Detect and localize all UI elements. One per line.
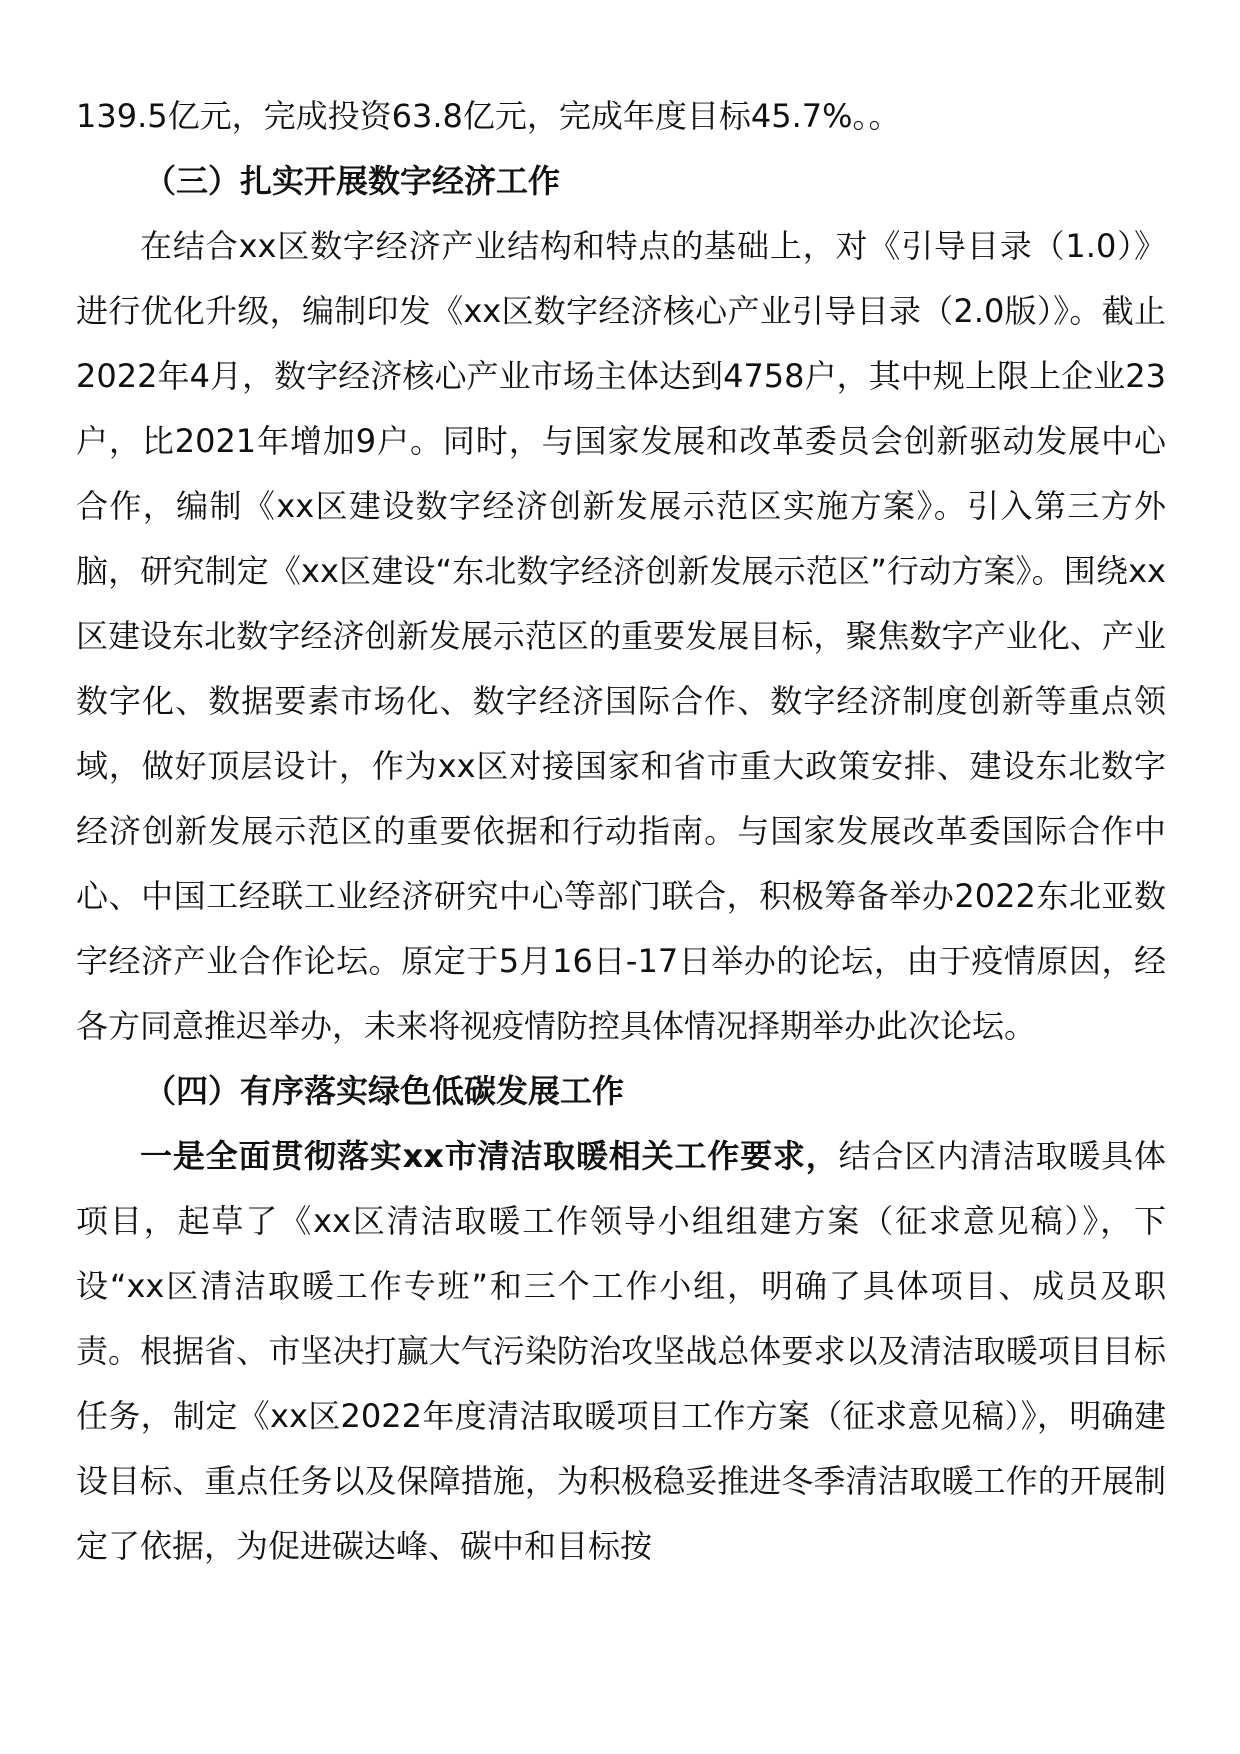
intro-paragraph: 139.5亿元，完成投资63.8亿元，完成年度目标45.7%。。 <box>76 97 901 135</box>
section-heading-4: （四）有序落实绿色低碳发展工作 <box>144 1072 625 1110</box>
section-4-paragraph <box>76 1124 1166 1579</box>
document-page <box>76 84 1166 1579</box>
section-3-paragraph: 在结合xx区数字经济产业结构和特点的基础上，对《引导目录（1.0）》进行优化升级，编制印发《xx区数字经济核心产业引导目录（2.0版）》。截止2022年4月，数字经济核心产业市场主体达到4758户，其中规上限上企业23户，比2021年增加9户。同时，与国家发展和改革委员会创新驱动发展中心合作，编制《xx区建设数字经济创新发展示范区实施方案》。引入第三方外脑，研究制定《xx区建设“东北数字经济创新发展示范区”行动方案》。围绕xx区建设东北数字经济创新发展示范区的重要发展目标，聚焦数字产业化、产业数字化、数据要素市场化、数字经济国际合作、数字经济制度创新等重点领域，做好顶层设计，作为xx区对接国家和省市重大政策安排、建设东北数字经济创新发展示范区的重要依据和行动指南。与国家发展改革委国际合作中心、中国工经联工业经济研究中心等部门联合，积极筹备举办2022东北亚数字经济产业合作论坛。原定于5月16日-17日举办的论坛，由于疫情原因，经各方同意推迟举办，未来将视疫情防控具体情况择期举办此次论坛。 <box>76 227 1166 1045</box>
section-heading-3: （三）扎实开展数字经济工作 <box>144 162 561 200</box>
section-4-lead-text: 一是全面贯彻落实xx市清洁取暖相关工作要求， <box>140 1137 839 1175</box>
section-4-body-text: 结合区内清洁取暖具体项目，起草了《xx区清洁取暖工作领导小组组建方案（征求意见稿）》，下设“xx区清洁取暖工作专班”和三个工作小组，明确了具体项目、成员及职责。根据省、市坚决打赢大气污染防治攻坚战总体要求以及清洁取暖项目目标任务，制定《xx区2022年度清洁取暖项目工作方案（征求意见稿）》，明确建设目标、重点任务以及保障措施，为积极稳妥推进冬季清洁取暖工作的开展制定了依据，为促进碳达峰、碳中和目标按 <box>76 1137 1166 1565</box>
